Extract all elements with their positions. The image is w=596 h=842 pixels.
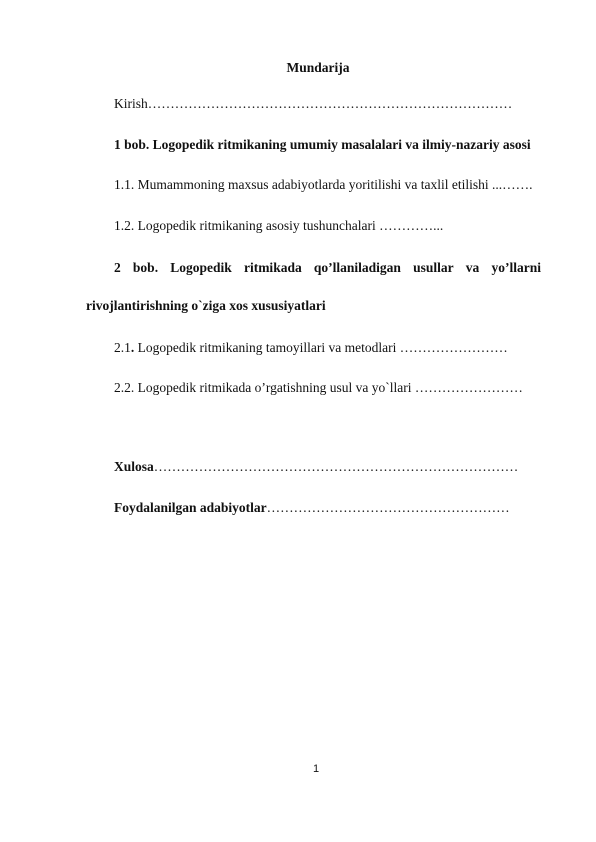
toc-entry-kirish: Kirish……………………………………………………………………… (114, 96, 513, 111)
toc-entry-section-2-1 (114, 340, 508, 356)
toc-entry-section-2-2: 2.2. Logopedik ritmikada o’rgatishning usul va yo`llari …………………… (114, 380, 523, 395)
foydalanilgan-dots: ……………………………………………… (266, 500, 510, 515)
toc-entry-section-1-2: 1.2. Logopedik ritmikaning asosiy tushunchalari …………... (114, 218, 444, 233)
toc-entry-chapter-1: 1 bob. Logopedik ritmikaning umumiy masalalari va ilmiy-nazariy asosi (114, 137, 531, 152)
toc-entry-chapter-2-continuation: rivojlantirishning o`ziga xos xususiyatlari (86, 298, 326, 313)
chapter-2-word: Logopedik (170, 260, 232, 275)
chapter-2-word: ritmikada (243, 260, 302, 275)
chapter-2-word: bob. (132, 260, 159, 275)
page-number: 1 (312, 763, 320, 775)
chapter-2-word: usullar (413, 260, 454, 275)
chapter-2-word: 2 (114, 260, 121, 275)
xulosa-dots: ……………………………………………………………………… (153, 459, 519, 474)
toc-entry-chapter-2 (114, 260, 541, 276)
foydalanilgan-label: Foydalanilgan adabiyotlar (114, 500, 267, 515)
chapter-2-word: va (465, 260, 480, 275)
section-2-1-text: Logopedik ritmikaning tamoyillari va metodlari …………………… (134, 340, 508, 355)
page-title: Mundarija (286, 60, 350, 75)
chapter-2-word: yo’llarni (491, 260, 541, 275)
section-2-1-dot: . (130, 340, 135, 355)
section-2-1-number: 2.1 (114, 340, 131, 355)
toc-entry-xulosa (114, 459, 518, 475)
toc-entry-foydalanilgan (114, 500, 510, 516)
xulosa-label: Xulosa (114, 459, 154, 474)
chapter-2-word: qo’llaniladigan (313, 260, 401, 275)
toc-entry-section-1-1: 1.1. Mumammoning maxsus adabiyotlarda yoritilishi va taxlil etilishi ...……. (114, 177, 533, 192)
